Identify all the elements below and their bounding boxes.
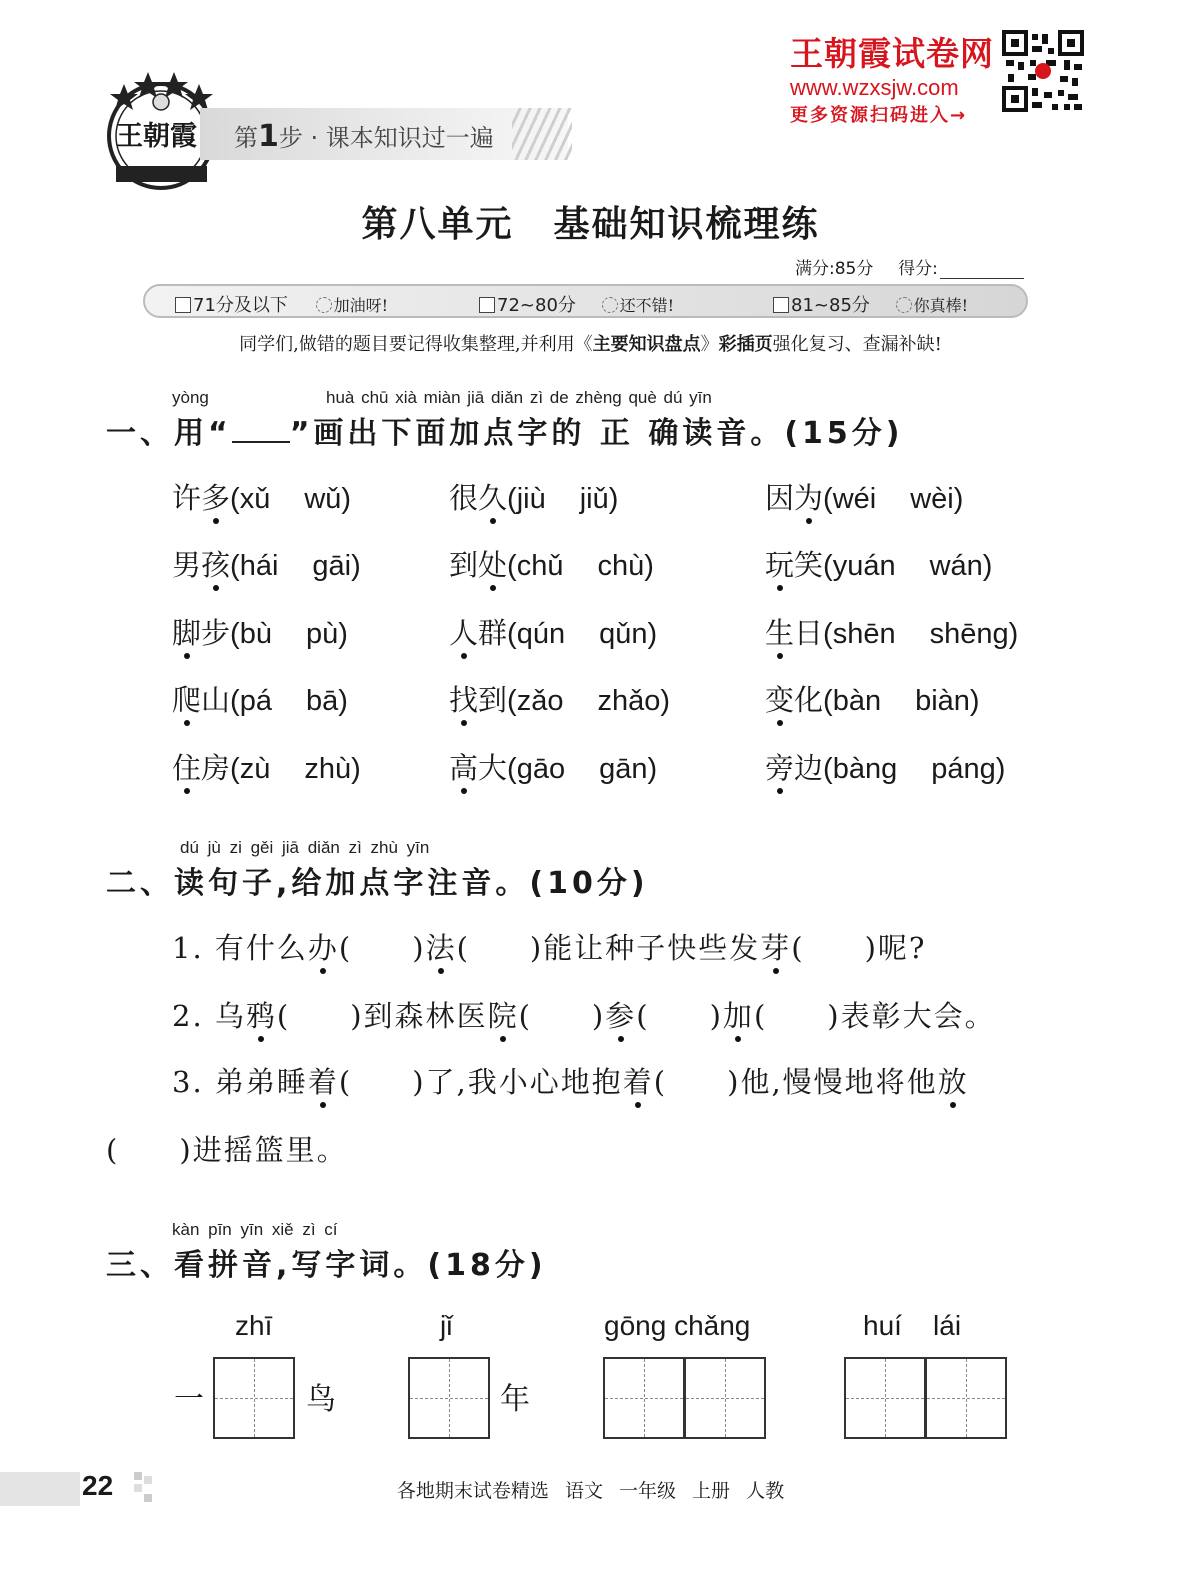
grid-1-prefix: 一: [174, 1382, 204, 1417]
reading-item: 住房(zù zhù): [172, 751, 361, 785]
footer-text: 各地期末试卷精选 语文 一年级 上册 人教: [396, 1480, 785, 1502]
char-box[interactable]: [844, 1357, 926, 1439]
char-box[interactable]: [213, 1357, 295, 1439]
score-blank[interactable]: [940, 263, 1024, 279]
grid-1-pinyin: zhī: [235, 1310, 273, 1341]
reading-item: 因为(wéi wèi): [765, 481, 964, 515]
sentence-1: 1. 有什么办( )法( )能让种子快些发芽( )呢?: [172, 931, 927, 965]
score-line: [795, 254, 1024, 279]
unit-title: 第八单元: [361, 204, 514, 245]
pinyin-option[interactable]: wán): [929, 550, 993, 582]
reading-item: 旁边(bàng páng): [765, 751, 1006, 785]
logo-text: 王朝霞: [116, 121, 197, 152]
reading-item: 很久(jiù jiǔ): [449, 481, 619, 515]
pinyin-option[interactable]: chù): [597, 550, 654, 582]
pinyin-option[interactable]: jiǔ): [579, 483, 619, 515]
pinyin-option[interactable]: (hái: [230, 550, 279, 582]
pinyin-option[interactable]: zhù): [304, 753, 361, 785]
reading-item: 到处(chǔ chù): [449, 548, 654, 582]
rating-high-tip: 你真棒!: [913, 296, 969, 315]
step-banner: [200, 108, 568, 160]
smiley-icon: [316, 297, 332, 313]
pinyin-option[interactable]: (zǎo: [507, 685, 564, 717]
reading-item: 男孩(hái gāi): [172, 548, 361, 582]
pinyin-option[interactable]: (yuán: [823, 550, 896, 582]
banner-stripes: [512, 108, 572, 160]
sentence-2: 2. 乌鸦( )到森林医院( )参( )加( )表彰大会。: [172, 999, 996, 1033]
pinyin-option[interactable]: (chǔ: [507, 550, 564, 582]
checkbox-icon[interactable]: [479, 297, 495, 313]
rating-bar: [143, 284, 1028, 318]
reading-item: 脚步(bù pù): [172, 616, 348, 650]
reading-item: 生日(shēn shēng): [765, 616, 1019, 650]
pinyin-option[interactable]: (bàn: [823, 685, 882, 717]
page-title: [0, 196, 1181, 247]
page-number: 22: [82, 1470, 114, 1501]
pinyin-option[interactable]: (shēn: [823, 618, 896, 650]
pinyin-option[interactable]: pù): [305, 618, 348, 650]
reading-item: 高大(gāo gān): [449, 751, 658, 785]
reading-item: 玩笑(yuán wán): [765, 548, 993, 582]
pinyin-option[interactable]: wǔ): [304, 483, 352, 515]
grid-2-pinyin: jǐ: [440, 1310, 453, 1341]
pinyin-option[interactable]: (zù: [230, 753, 271, 785]
rating-mid-tip: 还不错!: [619, 296, 675, 315]
char-box[interactable]: [408, 1357, 490, 1439]
smiley-icon: [896, 297, 912, 313]
checkbox-icon[interactable]: [773, 297, 789, 313]
reading-item: 变化(bàn biàn): [765, 683, 980, 717]
pinyin-option[interactable]: wèi): [910, 483, 964, 515]
pinyin-option[interactable]: bā): [305, 685, 348, 717]
reading-item: 爬山(pá bā): [172, 683, 348, 717]
pinyin-option[interactable]: (bàng: [823, 753, 898, 785]
rating-low[interactable]: [175, 291, 388, 317]
notice-text: 同学们,做错的题目要记得收集整理,并利用《主要知识盘点》彩插页强化复习、查漏补缺!: [239, 334, 942, 355]
char-box[interactable]: [684, 1357, 766, 1439]
underline-blank: [232, 417, 290, 443]
rating-mid-label: 72~80分: [497, 295, 576, 316]
char-box[interactable]: [925, 1357, 1007, 1439]
step-number: 1: [258, 119, 279, 154]
sec1-pinyin-1: yòng: [172, 388, 209, 407]
pinyin-option[interactable]: (bù: [230, 618, 272, 650]
pinyin-option[interactable]: páng): [931, 753, 1006, 785]
pinyin-option[interactable]: zhǎo): [597, 685, 670, 717]
reading-item: 人群(qún qǔn): [449, 616, 658, 650]
exercise-title: 基础知识梳理练: [553, 204, 820, 245]
brand-more-link[interactable]: 更多资源扫码进入→: [790, 105, 968, 126]
qr-code-icon[interactable]: [1002, 30, 1084, 112]
sec1-pinyin-2: huà chū xià miàn jiā diǎn zì de zhèng què dú yīn: [326, 388, 712, 407]
reading-item: 许多(xǔ wǔ): [172, 481, 352, 515]
pinyin-option[interactable]: biàn): [915, 685, 980, 717]
rating-high-label: 81~85分: [791, 295, 870, 316]
pinyin-option[interactable]: (gāo: [507, 753, 566, 785]
sec2-pinyin: dú jù zi gěi jiā diǎn zì zhù yīn: [180, 838, 430, 857]
sec3-heading: 三、看拼音,写字词。(18分): [106, 1248, 547, 1283]
full-score: 满分:85分: [795, 259, 874, 279]
smiley-icon: [602, 297, 618, 313]
brand-url[interactable]: www.wzxsjw.com: [790, 75, 959, 100]
sec2-heading: 二、读句子,给加点字注音。(10分): [106, 866, 649, 901]
brand-name[interactable]: 王朝霞试卷网: [790, 34, 994, 73]
brand-block[interactable]: [790, 28, 1000, 127]
sec3-pinyin: kàn pīn yīn xiě zì cí: [172, 1220, 338, 1239]
reading-item: 找到(zǎo zhǎo): [449, 683, 670, 717]
rating-low-label: 71分及以下: [193, 295, 288, 316]
sentence-3: 3. 弟弟睡着( )了,我小心地抱着( )他,慢慢地将他放: [172, 1065, 969, 1099]
sec1-heading: 一、用“ ”画出下面加点字的 正 确读音。(15分): [106, 416, 904, 451]
grid-1-suffix: 鸟: [306, 1382, 336, 1417]
pinyin-option[interactable]: (jiù: [507, 483, 546, 515]
sentence-3-cont: ( )进摇篮里。: [106, 1133, 348, 1167]
grid-2-suffix: 年: [500, 1382, 530, 1417]
rating-low-tip: 加油呀!: [333, 296, 389, 315]
pinyin-option[interactable]: (wéi: [823, 483, 877, 515]
checkbox-icon[interactable]: [175, 297, 191, 313]
pinyin-option[interactable]: (pá: [230, 685, 272, 717]
step-prefix: 第: [234, 124, 258, 152]
grid-3-pinyin: gōng chǎng: [604, 1310, 751, 1341]
score-label: 得分:: [898, 259, 938, 279]
pinyin-option[interactable]: (xǔ: [230, 483, 271, 515]
pinyin-option[interactable]: shēng): [929, 618, 1019, 650]
rating-high[interactable]: [773, 291, 968, 317]
rating-mid[interactable]: [479, 291, 674, 317]
pinyin-option[interactable]: gāi): [312, 550, 361, 582]
pinyin-option[interactable]: qǔn): [599, 618, 658, 650]
pinyin-option[interactable]: gān): [599, 753, 658, 785]
step-label: 步 · 课本知识过一遍: [278, 124, 494, 152]
grid-4-pinyin: huí lái: [863, 1310, 962, 1341]
pinyin-option[interactable]: (qún: [507, 618, 566, 650]
char-box[interactable]: [603, 1357, 685, 1439]
